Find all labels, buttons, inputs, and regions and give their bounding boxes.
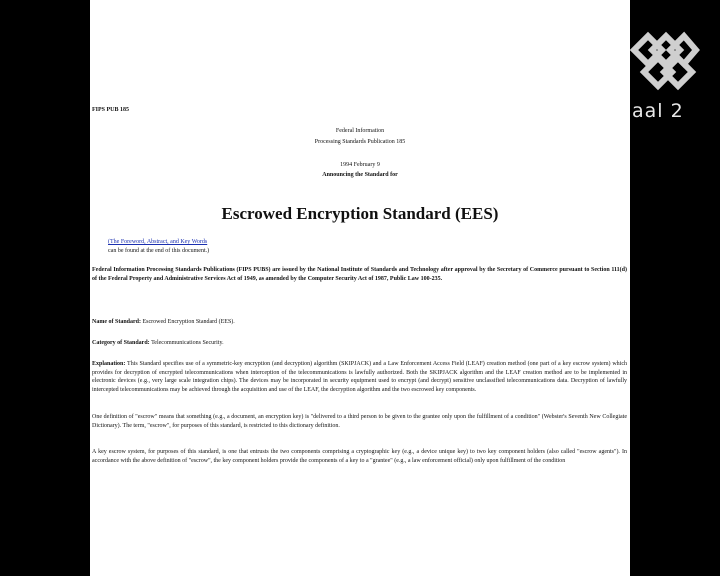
category-label: Category of Standard:: [92, 340, 150, 346]
header-line-2: Processing Standards Publication 185: [314, 139, 406, 145]
pub-id: FIPS PUB 185: [92, 107, 130, 113]
document-page: [90, 0, 630, 576]
name-label: Name of Standard:: [92, 319, 141, 325]
intro-paragraph: Federal Information Processing Standards Publications (FIPS PUBS) are issued by the National Institute of Standards and Technology after approval by the Secretary of Commerce pursuant to Section 111(d) of the Federal Property and Administrative Services Act of 1949, as amended by the Computer Security Act of 1987, Public Law 100-235.: [92, 267, 627, 282]
header-line-1: Federal Information: [335, 128, 385, 134]
explanation-label: Explanation:: [92, 361, 126, 367]
name-of-standard: [92, 318, 627, 327]
escrow-definition-paragraph: One definition of "escrow" means that something (e.g., a document, an encryption key) is "delivered to a third person to be given to the grantee only upon the fulfillment of a condition" (Webster's Seventh New Collegiate Dictionary). The term, "escrow", for purposes of this standard, is restricted to this dictionary definition.: [92, 414, 627, 429]
category-value: Telecommunications Security.: [149, 340, 224, 346]
explanation-text: This Standard specifies use of a symmetric-key encryption (and decryption) algorithm (SKIPJACK) and a Law Enforcement Access Field (LEAF) creation method (one part of a key escrow system) which provides for decryption of encrypted telecommunications when interception of the telecommunications is lawfully authorized. Both the SKIPJACK algorithm and the LEAF creation method are to be implemented in electronic devices (e.g., very large scale integration chips). The devices may be incorporated in security equipment used to encrypt (and decrypt) sensitive unclassified telecommunications data. Decryption of lawfully intercepted telecommunications may be achieved through the acquisition and use of the LEAF, the decryption algorithm and the two escrowed key components.: [92, 361, 627, 393]
explanation-paragraph: [92, 360, 627, 394]
announcing-line: Announcing the Standard for: [322, 172, 398, 178]
foreword-link[interactable]: (The Foreword, Abstract, and Key Words: [108, 239, 208, 245]
name-value: Escrowed Encryption Standard (EES).: [141, 319, 235, 325]
publication-date: 1994 February 9: [340, 162, 380, 168]
channel-logo-text: aal 2: [632, 100, 684, 122]
page-title: Escrowed Encryption Standard (EES): [221, 204, 499, 223]
foreword-note: can be found at the end of this document.): [108, 248, 210, 254]
key-escrow-paragraph: A key escrow system, for purposes of this standard, is one that entrusts the two components comprising a cryptographic key (e.g., a device unique key) to two key component holders (also called "escrow agents"). In accordance with the above definition of "escrow", the key component holders provide the components of a key to a "grantee" (e.g., a law enforcement official) only upon fulfillment of the condition: [92, 449, 627, 464]
category-of-standard: [92, 339, 627, 348]
